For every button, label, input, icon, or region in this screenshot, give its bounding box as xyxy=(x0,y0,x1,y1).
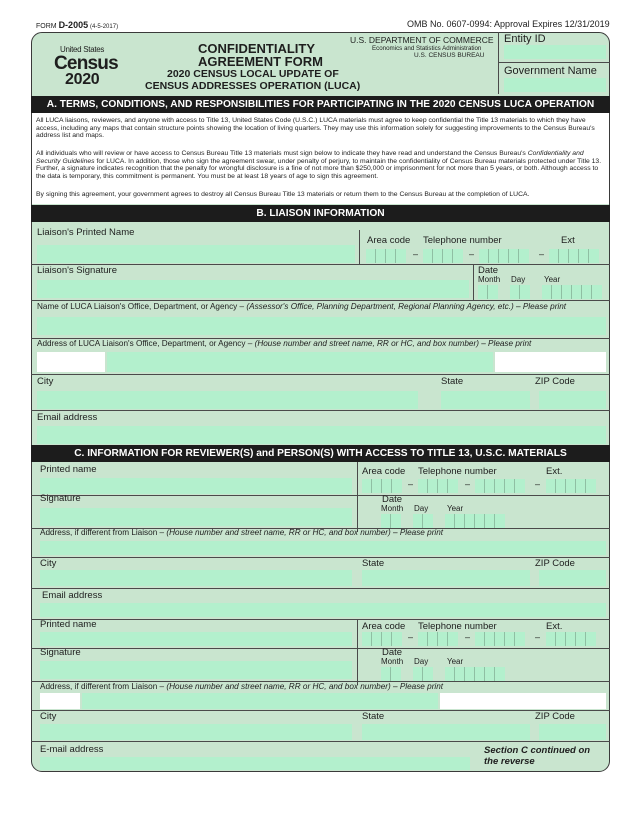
office-house-number-field[interactable] xyxy=(37,352,105,372)
c2-house-number-field[interactable] xyxy=(40,693,80,709)
office-street-field[interactable] xyxy=(107,352,493,372)
form-number: D-2005 xyxy=(58,20,89,30)
c1-state-field[interactable] xyxy=(362,570,530,586)
b-phone-divider xyxy=(359,230,360,264)
c1-city-label: City xyxy=(40,558,57,569)
c1-month-boxes[interactable] xyxy=(381,514,401,528)
b-state-field[interactable] xyxy=(441,391,530,409)
c2-day-boxes[interactable] xyxy=(413,667,433,681)
entity-id-field[interactable] xyxy=(504,45,606,59)
b-area-code-boxes[interactable] xyxy=(366,249,406,263)
c2-ext-label: Ext. xyxy=(546,621,563,632)
esa-label: Economics and Statistics Administration xyxy=(372,45,482,52)
c1-row-line-3 xyxy=(31,557,610,558)
b-ext-label: Ext xyxy=(561,235,575,246)
c1-state-label: State xyxy=(362,558,385,569)
b-year-boxes[interactable] xyxy=(542,285,602,299)
b-month-boxes[interactable] xyxy=(478,285,498,299)
c2-signature-label: Signature xyxy=(40,647,81,658)
c1-area-code-label: Area code xyxy=(362,466,406,477)
c1-email-label: Email address xyxy=(42,590,103,601)
c1-zip-label: ZIP Code xyxy=(535,558,575,569)
b-area-code-label: Area code xyxy=(367,235,411,246)
c2-phone-boxes-2[interactable] xyxy=(475,632,525,646)
c2-month-label: Month xyxy=(381,657,404,666)
c2-phone-boxes-1[interactable] xyxy=(418,632,458,646)
c2-printed-name-field[interactable] xyxy=(40,632,352,646)
b-year-label: Year xyxy=(544,275,561,284)
office-address-label: Address of LUCA Liaison's Office, Department, or Agency – (House number and street name, RR or HC, and box number) – Please print xyxy=(37,339,532,348)
c1-email-field[interactable] xyxy=(40,603,606,617)
c2-box-field[interactable] xyxy=(440,693,606,709)
c1-row-line-4 xyxy=(31,588,610,589)
c2-day-label: Day xyxy=(414,657,429,666)
entity-divider xyxy=(498,32,499,94)
c2-city-label: City xyxy=(40,711,57,722)
b-date-divider xyxy=(473,264,474,300)
c2-state-field[interactable] xyxy=(362,724,530,740)
section-a-p1: All LUCA liaisons, reviewers, and anyone with access to Title 13, United States Code (U.S.C.) LUCA materials must agree to keep confidential the Title 13 materials to which they have access, including any maps that contain structure points showing the location of living quarters. They may use this information solely for suggesting improvements to the Census Bureau's address list and maps. xyxy=(36,117,595,140)
c1-year-label: Year xyxy=(447,504,464,513)
b-city-field[interactable] xyxy=(37,391,418,409)
office-name-field[interactable] xyxy=(37,317,606,335)
c2-row-line-1 xyxy=(31,648,610,649)
c1-year-boxes[interactable] xyxy=(445,514,505,528)
census-logo: United States Census 2020 xyxy=(54,45,118,88)
liaison-printed-name-label: Liaison's Printed Name xyxy=(37,227,135,238)
b-day-label: Day xyxy=(511,275,526,284)
continued-note-1: Section C continued on xyxy=(484,745,591,756)
c1-zip-field[interactable] xyxy=(539,570,606,586)
c2-year-boxes[interactable] xyxy=(445,667,505,681)
c2-telephone-label: Telephone number xyxy=(418,621,497,632)
b-city-label: City xyxy=(37,376,54,387)
c2-dash-2: – xyxy=(465,632,471,642)
section-a-header: A. TERMS, CONDITIONS, AND RESPONSIBILITIES FOR PARTICIPATING IN THE 2020 CENSUS LUCA OPERATION xyxy=(31,96,610,113)
c1-phone-boxes-2[interactable] xyxy=(475,479,525,493)
c2-date-label: Date xyxy=(382,647,403,658)
office-box-field[interactable] xyxy=(495,352,606,372)
c1-printed-name-label: Printed name xyxy=(40,464,97,475)
c2-email-label: E-mail address xyxy=(40,744,104,755)
c2-street-field[interactable] xyxy=(82,693,438,709)
title-line-3: 2020 CENSUS LOCAL UPDATE OF xyxy=(167,68,339,80)
c1-city-field[interactable] xyxy=(40,570,352,586)
b-row-line-1 xyxy=(31,264,610,265)
census-bureau: U.S. CENSUS BUREAU xyxy=(414,52,485,59)
c1-address-label: Address, if different from Liaison – (House number and street name, RR or HC, and box number) – Please print xyxy=(40,528,444,537)
c1-dash-1: – xyxy=(408,479,414,489)
c2-row-line-3 xyxy=(31,710,610,711)
c1-dash-3: – xyxy=(535,479,541,489)
b-day-boxes[interactable] xyxy=(510,285,530,299)
b-month-label: Month xyxy=(478,275,501,284)
c2-state-label: State xyxy=(362,711,385,722)
office-name-label: Name of LUCA Liaison's Office, Department, or Agency – (Assessor's Office, Planning Department, Regional Planning Agency, etc.) – Please print xyxy=(37,302,567,311)
b-zip-field[interactable] xyxy=(539,391,606,409)
c1-day-label: Day xyxy=(414,504,429,513)
b-dash-2: – xyxy=(469,249,475,259)
b-ext-boxes[interactable] xyxy=(549,249,599,263)
c1-row-line-1 xyxy=(31,495,610,496)
b-row-line-2 xyxy=(31,300,610,301)
c1-divider xyxy=(357,462,358,532)
c1-day-boxes[interactable] xyxy=(413,514,433,528)
b-row-line-4 xyxy=(31,374,610,375)
form-label: FORM D-2005 (4-5-2017) xyxy=(36,20,119,30)
c2-signature-field[interactable] xyxy=(40,661,352,679)
b-phone-boxes-1[interactable] xyxy=(423,249,463,263)
c2-top-line xyxy=(31,619,610,620)
title-line-2: AGREEMENT FORM xyxy=(198,54,323,69)
c1-ext-label: Ext. xyxy=(546,466,563,477)
c2-address-label: Address, if different from Liaison – (House number and street name, RR or HC, and box number) – Please print xyxy=(40,682,444,691)
b-email-field[interactable] xyxy=(37,426,606,444)
c1-telephone-label: Telephone number xyxy=(418,466,497,477)
b-email-label: Email address xyxy=(37,412,98,423)
continued-note-2: the reverse xyxy=(484,756,535,767)
liaison-signature-label: Liaison's Signature xyxy=(37,265,117,276)
c2-month-boxes[interactable] xyxy=(381,667,401,681)
c1-ext-boxes[interactable] xyxy=(546,479,596,493)
c2-dash-3: – xyxy=(535,632,541,642)
entity-hline xyxy=(498,62,610,63)
c2-dash-1: – xyxy=(408,632,414,642)
gov-name-label: Government Name xyxy=(504,65,597,77)
c1-phone-boxes-1[interactable] xyxy=(418,479,458,493)
c1-signature-label: Signature xyxy=(40,493,81,504)
b-date-label: Date xyxy=(478,265,499,276)
omb-number: OMB No. 0607-0994: Approval Expires 12/31/2019 xyxy=(407,19,610,29)
section-c-header: C. INFORMATION FOR REVIEWER(S) and PERSON(S) WITH ACCESS TO TITLE 13, U.S.C. MATERIALS xyxy=(31,445,610,462)
title-line-4: CENSUS ADDRESSES OPERATION (LUCA) xyxy=(145,80,361,92)
liaison-printed-name-field[interactable] xyxy=(37,245,355,263)
c2-area-code-boxes[interactable] xyxy=(362,632,402,646)
section-b-header: B. LIAISON INFORMATION xyxy=(31,205,610,222)
c2-city-field[interactable] xyxy=(40,724,352,740)
form-date: (4-5-2017) xyxy=(90,24,119,30)
c2-year-label: Year xyxy=(447,657,464,666)
c2-zip-label: ZIP Code xyxy=(535,711,575,722)
entity-id-label: Entity ID xyxy=(504,33,546,45)
c2-zip-field[interactable] xyxy=(539,724,606,740)
b-telephone-label: Telephone number xyxy=(423,235,502,246)
c2-row-line-4 xyxy=(31,741,610,742)
c1-month-label: Month xyxy=(381,504,404,513)
liaison-signature-field[interactable] xyxy=(37,280,469,298)
c2-printed-name-label: Printed name xyxy=(40,619,97,630)
b-zip-label: ZIP Code xyxy=(535,376,575,387)
c2-email-field[interactable] xyxy=(40,757,470,770)
section-a-p3: By signing this agreement, your government agrees to destroy all Census Bureau Title 13 materials or return them to the Census Bureau at the completion of LUCA. xyxy=(36,191,530,198)
b-state-label: State xyxy=(441,376,464,387)
gov-name-field[interactable] xyxy=(504,78,606,92)
c2-ext-boxes[interactable] xyxy=(546,632,596,646)
c2-area-code-label: Area code xyxy=(362,621,406,632)
c1-date-label: Date xyxy=(382,494,403,505)
c1-dash-2: – xyxy=(465,479,471,489)
c1-area-code-boxes[interactable] xyxy=(362,479,402,493)
c1-printed-name-field[interactable] xyxy=(40,478,352,494)
b-dash-1: – xyxy=(413,249,419,259)
c2-divider xyxy=(357,619,358,685)
section-a-p2: All individuals who will review or have access to Census Bureau Title 13 materials must sign below to indicate they have read and understand the Census Bureau's Confidentiality and Security Guidelines for LUCA. In addition, those who sign the agreement swear, under penalty of perjury, to maintain the confidentiality of Census Bureau materials protected under Title 13. Further, a signature indicates recognition that the penalty for wrongful disclosure is a fine of not more than $250,000 or imprisonment for not more than 5 years, or both. Although access to the data is temporary, this commitment is permanent. You must be at least 18 years of age to sign this agreement. xyxy=(36,150,602,180)
dept-commerce: U.S. DEPARTMENT OF COMMERCE xyxy=(350,35,494,45)
title-line-1: CONFIDENTIALITY xyxy=(198,41,315,56)
c1-signature-field[interactable] xyxy=(40,508,352,526)
b-row-line-5 xyxy=(31,410,610,411)
b-dash-3: – xyxy=(539,249,545,259)
b-phone-boxes-2[interactable] xyxy=(479,249,529,263)
c1-address-field[interactable] xyxy=(40,541,606,555)
